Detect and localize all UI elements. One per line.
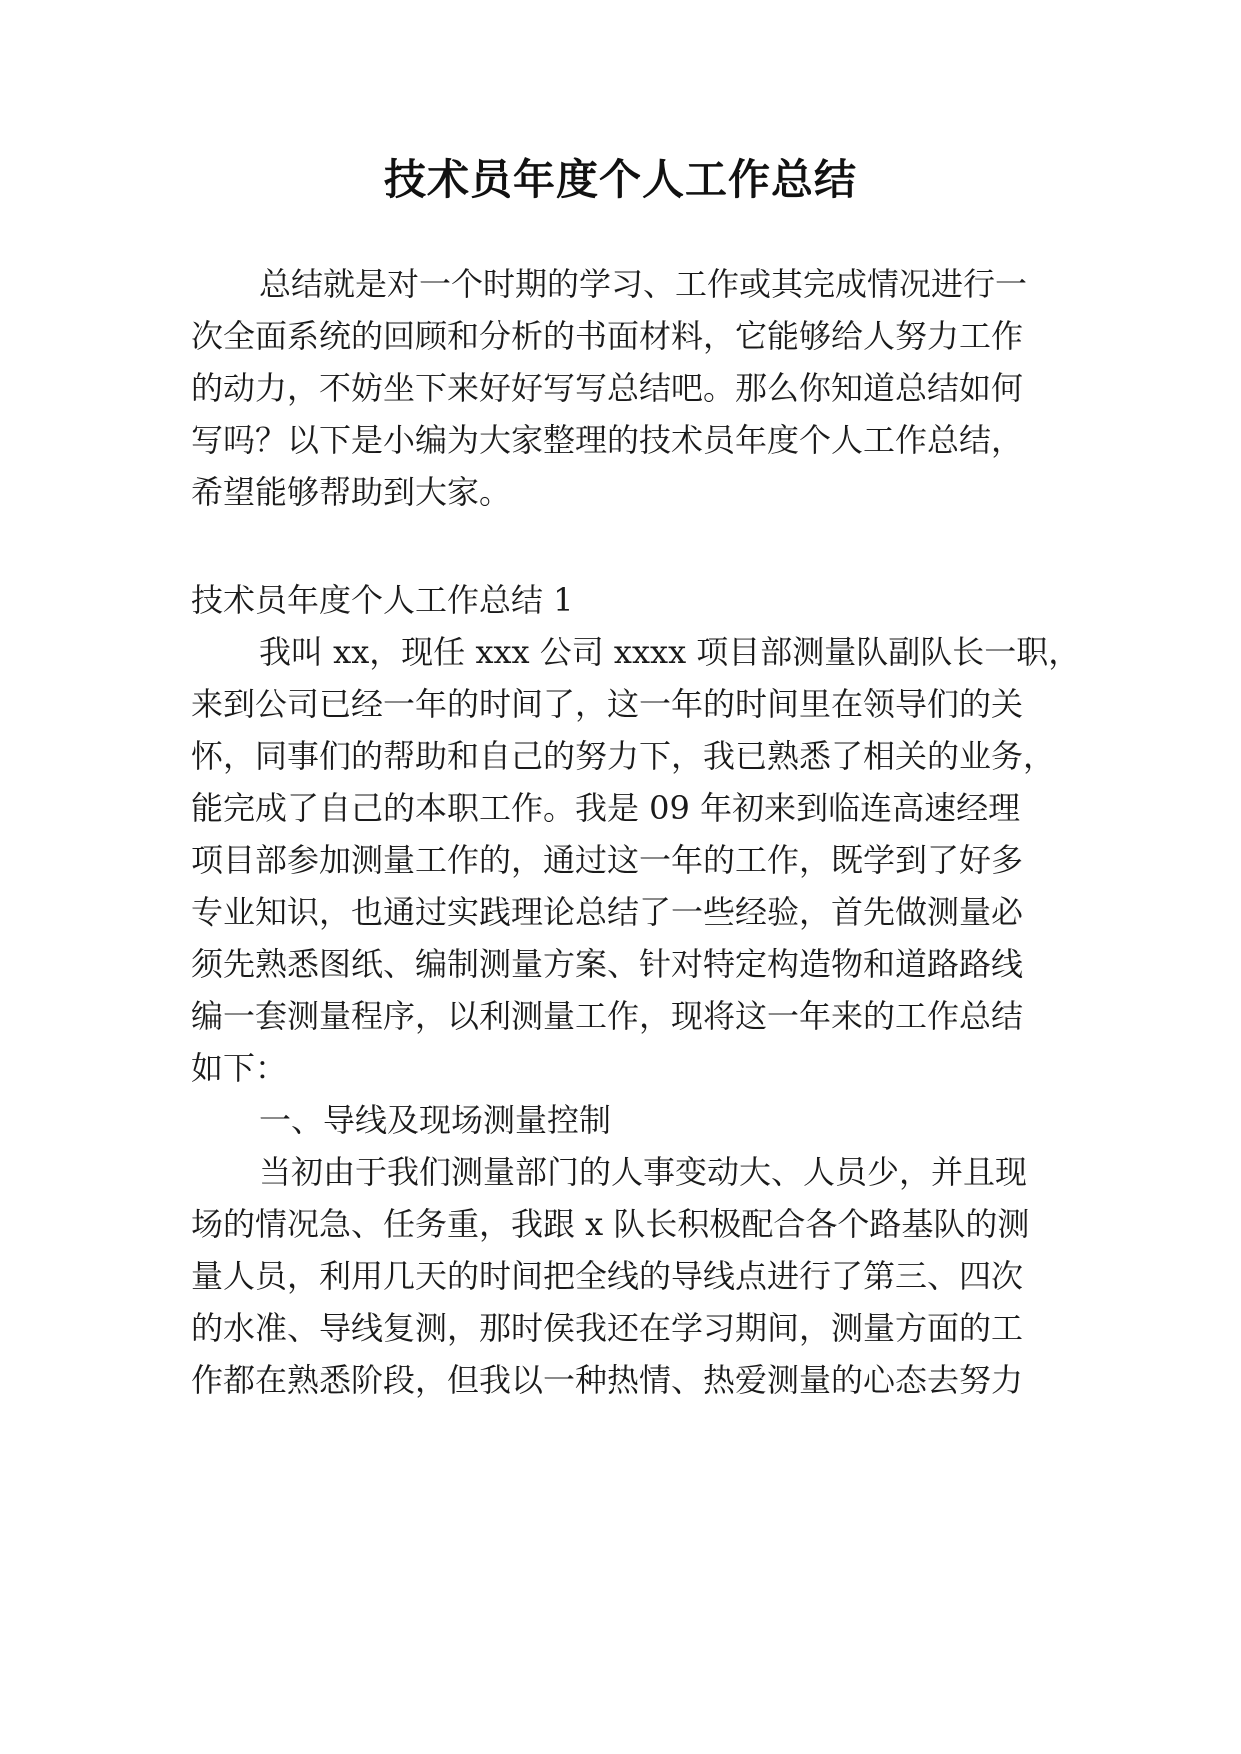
body-line: 能完成了自己的本职工作。我是 09 年初来到临连高速经理 bbox=[191, 789, 1021, 827]
body-line: 怀，同事们的帮助和自己的努力下，我已熟悉了相关的业务， bbox=[191, 737, 1056, 775]
section1-line: 场的情况急、任务重，我跟 x 队长积极配合各个路基队的测 bbox=[191, 1205, 1030, 1243]
body-line: 如下： bbox=[191, 1049, 288, 1087]
section1-line: 量人员，利用几天的时间把全线的导线点进行了第三、四次 bbox=[191, 1257, 1024, 1295]
intro-line: 的动力，不妨坐下来好好写写总结吧。那么你知道总结如何 bbox=[191, 369, 1024, 407]
body-line: 专业知识，也通过实践理论总结了一些经验，首先做测量必 bbox=[191, 893, 1024, 931]
section1-line: 当初由于我们测量部门的人事变动大、人员少，并且现 bbox=[259, 1153, 1028, 1191]
intro-line: 写吗？以下是小编为大家整理的技术员年度个人工作总结， bbox=[191, 421, 1024, 459]
intro-line: 次全面系统的回顾和分析的书面材料，它能够给人努力工作 bbox=[191, 317, 1024, 355]
subheading: 一、导线及现场测量控制 bbox=[259, 1101, 612, 1139]
section-heading: 技术员年度个人工作总结 1 bbox=[191, 581, 574, 619]
body-line: 项目部参加测量工作的，通过这一年的工作，既学到了好多 bbox=[191, 841, 1024, 879]
intro-line: 希望能够帮助到大家。 bbox=[191, 473, 512, 511]
body-line: 须先熟悉图纸、编制测量方案、针对特定构造物和道路路线 bbox=[191, 945, 1024, 983]
body-line: 编一套测量程序，以利测量工作，现将这一年来的工作总结 bbox=[191, 997, 1024, 1035]
section1-line: 的水准、导线复测，那时侯我还在学习期间，测量方面的工 bbox=[191, 1309, 1024, 1347]
body-line: 我叫 xx，现任 xxx 公司 xxxx 项目部测量队副队长一职， bbox=[259, 633, 1081, 671]
section1-line: 作都在熟悉阶段，但我以一种热情、热爱测量的心态去努力 bbox=[191, 1361, 1024, 1399]
intro-line: 总结就是对一个时期的学习、工作或其完成情况进行一 bbox=[259, 265, 1028, 303]
document-title: 技术员年度个人工作总结 bbox=[383, 155, 857, 204]
body-line: 来到公司已经一年的时间了，这一年的时间里在领导们的关 bbox=[191, 685, 1024, 723]
